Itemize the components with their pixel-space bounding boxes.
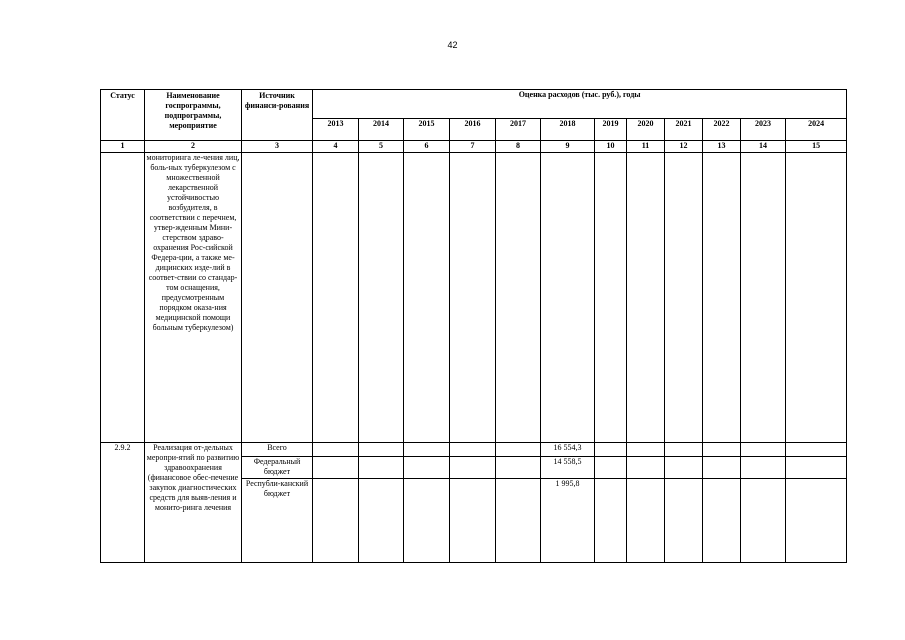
status-cell: 2.9.2 — [101, 443, 145, 563]
column-number: 11 — [627, 141, 665, 153]
column-number: 14 — [741, 141, 786, 153]
table-row — [101, 153, 847, 443]
column-number: 3 — [242, 141, 313, 153]
value-2018: 14 558,5 — [541, 457, 595, 479]
funding-source: Всего — [242, 443, 313, 457]
year-header: 2021 — [665, 119, 703, 141]
page-number: 42 — [447, 40, 458, 50]
header-source: Источник финанси-рования — [242, 90, 313, 141]
header-name: Наименование госпрограммы, подпрограммы, мероприятие — [145, 90, 242, 141]
continuation-text: мониторинга ле-чения лиц, боль-ных туберкулезом с множественной лекарственной устойчивостью возбудителя, в соответствии с перечнем, утвер-жденным Мини-стерством здраво-охранения Рос-сийской Федера-ции, а также ме-дицинских изде-лий в соответ-ствии со стандар-том оснащения, предусмотренным порядком оказа-ния медицинской помощи больным туберкулезом) — [145, 153, 242, 443]
year-header: 2015 — [404, 119, 450, 141]
status-cell — [101, 153, 145, 443]
column-number: 4 — [313, 141, 359, 153]
year-header: 2016 — [450, 119, 496, 141]
year-header: 2019 — [595, 119, 627, 141]
budget-table — [100, 89, 847, 563]
activity-name: Реализация от-дельных меропри-ятий по развитию здравоохранения (финансовое обес-печение закупок диагностических средств для выяв-ления и монито-ринга лечения — [145, 443, 242, 563]
year-header: 2023 — [741, 119, 786, 141]
column-number: 6 — [404, 141, 450, 153]
column-number: 5 — [359, 141, 404, 153]
value-2018: 1 995,8 — [541, 479, 595, 563]
column-number: 10 — [595, 141, 627, 153]
header-status: Статус — [101, 90, 145, 141]
year-header: 2018 — [541, 119, 595, 141]
year-header: 2013 — [313, 119, 359, 141]
year-header: 2014 — [359, 119, 404, 141]
column-number: 2 — [145, 141, 242, 153]
funding-source: Федеральный бюджет — [242, 457, 313, 479]
column-number: 9 — [541, 141, 595, 153]
column-number: 12 — [665, 141, 703, 153]
column-number: 8 — [496, 141, 541, 153]
year-header: 2020 — [627, 119, 665, 141]
table-row — [101, 443, 847, 457]
column-number: 1 — [101, 141, 145, 153]
column-number: 13 — [703, 141, 741, 153]
year-header: 2024 — [786, 119, 847, 141]
header-estimate: Оценка расходов (тыс. руб.), годы — [313, 90, 847, 119]
year-header: 2017 — [496, 119, 541, 141]
funding-source: Республи-канский бюджет — [242, 479, 313, 563]
value-2018: 16 554,3 — [541, 443, 595, 457]
column-number: 15 — [786, 141, 847, 153]
column-number: 7 — [450, 141, 496, 153]
year-header: 2022 — [703, 119, 741, 141]
